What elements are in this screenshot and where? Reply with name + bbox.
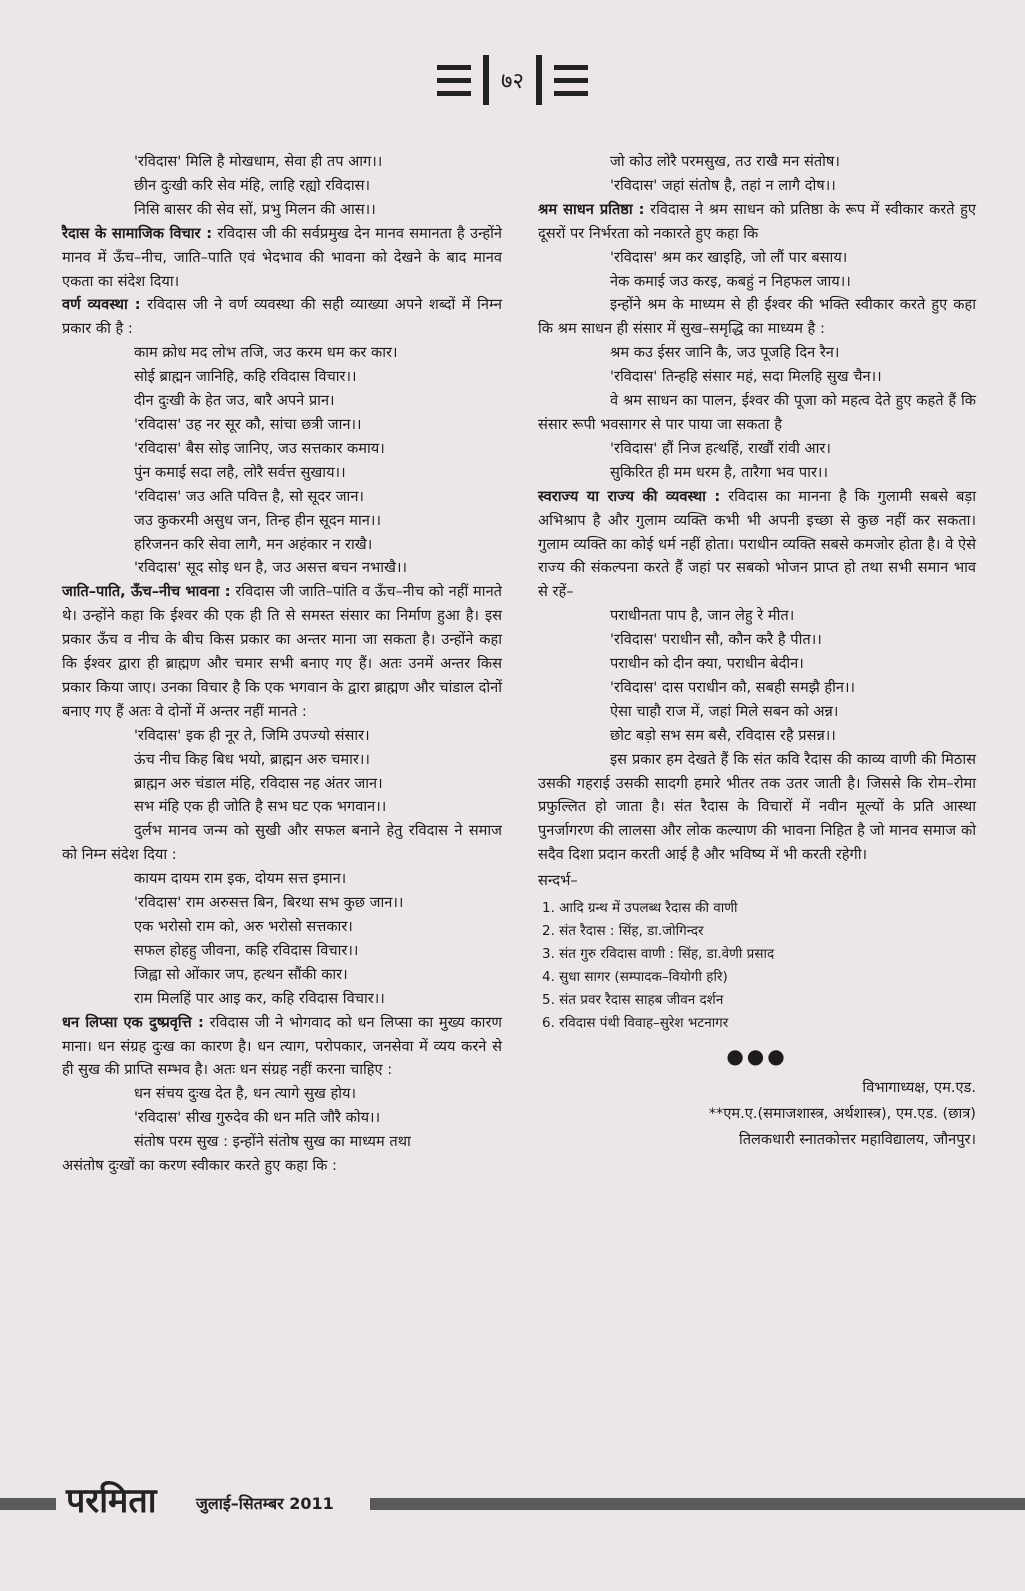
right-ornament — [554, 65, 588, 96]
verse-line: 'रविदास' हौं निज हत्थहिं, राखौं रांवी आर। — [610, 439, 831, 457]
references — [538, 869, 976, 1035]
verse-line: राम मिलहिं पार आइ कर, कहि रविदास विचार।। — [134, 989, 385, 1007]
paragraph — [538, 389, 976, 437]
author-affiliation — [538, 1075, 976, 1153]
verse-line: 'रविदास' तिन्हहि संसार महं, सदा मिलहि सुख चैन।। — [610, 368, 882, 386]
verse-line: नेक कमाई जउ करइ, कबहुं न निहफल जाय।। — [610, 272, 851, 290]
paragraph-text: रविदास जी ने वर्ण व्यवस्था की सही व्याख्या अपने शब्दों में निम्न प्रकार की है : — [62, 296, 502, 338]
verse-line: 'रविदास' श्रम कर खाइहि, जो लौं पार बसाय। — [610, 248, 848, 266]
paragraph — [62, 580, 502, 723]
right-column — [538, 150, 976, 1153]
affiliation-line-3: तिलकधारी स्नातकोत्तर महाविद्यालय, जौनपुर। — [738, 1131, 976, 1148]
section-heading: धन लिप्सा एक दुष्प्रवृत्ति : — [62, 1013, 204, 1031]
verse-line: 'रविदास' बैस सोइ जानिए, जउ सत्तकार कमाय। — [134, 439, 385, 457]
verse-line: एक भरोसो राम को, अरु भरोसो सत्तकार। — [134, 918, 353, 935]
verse-line: निसि बासर की सेव सों, प्रभु मिलन की आस।। — [134, 200, 376, 218]
paragraph-text: इस प्रकार हम देखते हैं कि संत कवि रैदास की काव्य वाणी की मिठास उसकी गहराई उसकी सादगी हमारे भीतर तक उतर जाती है। जिससे कि रोम–रोमा प्रफुल्लित हो जाता है। संत रैदास के विचारों में नवीन मूल्यों के प्रति आस्था पुनर्जागरण की लालसा और लोक कल्याण की भावना निहित है जो मानव समाज को सदैव दिशा प्रदान करती आई है और भविष्य में भी करती रहेगी। — [538, 750, 976, 864]
paragraph — [62, 1154, 502, 1178]
paragraph — [62, 819, 502, 867]
verse-line: 'रविदास' उह नर सूर कौ, सांचा छत्री जान।। — [134, 415, 362, 433]
verse-line: छोट बड़ो सभ सम बसै, रविदास रहै प्रसन्न।। — [610, 726, 836, 744]
reference-item: 3. संत गुरु रविदास वाणी : सिंह, डा.वेणी प्रसाद — [542, 946, 775, 963]
reference-item: 5. संत प्रवर रैदास साहब जीवन दर्शन — [542, 992, 724, 1009]
page-number: ७२ — [501, 69, 524, 94]
paragraph-text: असंतोष दुःखों का करण स्वीकार करते हुए कहा कि : — [62, 1157, 337, 1175]
verse-line: पराधीन को दीन क्या, पराधीन बेदीन। — [610, 655, 804, 673]
paragraph — [538, 198, 976, 246]
verse-line: 'रविदास' जउ अति पवित्त है, सो सूदर जान। — [134, 487, 364, 505]
verse-line: दीन दुःखी के हेत जउ, बारै अपने प्रान। — [134, 392, 335, 410]
verse-line: 'रविदास' पराधीन सौ, कौन करै है पीत।। — [610, 631, 822, 649]
paragraph-text: इन्होंने श्रम के माध्यम से ही ईश्वर की भक्ति स्वीकार करते हुए कहा कि श्रम साधन ही संसार में सुख–समृद्धि का माध्यम है : — [538, 296, 976, 338]
verse-line: ऊंच नीच किह बिध भयो, ब्राह्मन अरु चमार।। — [134, 750, 370, 768]
issue-date: जुलाई–सितम्बर 2011 — [196, 1494, 334, 1513]
verse-line: जिह्वा सो ओंकार जप, हत्थन सौंकी कार। — [134, 965, 348, 983]
verse-line: सफल होहहु जीवना, कहि रविदास विचार।। — [134, 941, 359, 959]
paragraph — [62, 1011, 502, 1083]
reference-item: 6. रविदास पंथी विवाह–सुरेश भटनागर — [542, 1015, 729, 1032]
verse-line: जउ कुकरमी असुध जन, तिन्ह हीन सूदन मान।। — [134, 511, 381, 529]
section-heading: जाति–पाति, ऊँच–नीच भावना : — [62, 583, 231, 601]
verse-line: सभ मंहि एक ही जोति है सभ घट एक भगवान।। — [134, 798, 387, 816]
verse-line: पराधीनता पाप है, जान लेहु रे मीत। — [610, 607, 795, 625]
paragraph-text: वे श्रम साधन का पालन, ईश्वर की पूजा को महत्व देते हुए कहते हैं कि संसार रूपी भवसागर से पार पाया जा सकता है — [538, 392, 976, 433]
verse-line: सोई ब्राह्मन जानिहि, कहि रविदास विचार।। — [134, 368, 357, 386]
paragraph-text: रविदास ने श्रम साधन को प्रतिष्ठा के रूप में स्वीकार करते हुए दूसरों पर निर्भरता को नकारते हुए कहा कि — [538, 200, 976, 242]
paragraph-text: रविदास जी की सर्वप्रमुख देन मानव समानता है उन्होंने मानव में ऊँच–नीच, जाति–पाति एवं भेदभाव की भावना को देखने के बाद मानव एकता का संदेश दिया। — [62, 224, 502, 290]
section-heading: श्रम साधन प्रतिष्ठा : — [538, 200, 645, 218]
left-ornament — [437, 65, 471, 96]
section-heading: वर्ण व्यवस्था : — [62, 296, 141, 314]
paragraph-text: रविदास का मानना है कि गुलामी सबसे बड़ा अभिश्राप है और गुलाम व्यक्ति कभी भी अपनी इच्छा से कुछ नहीं कर सकता। गुलाम व्यक्ति का कोई धर्म नहीं होता। पराधीन व्यक्ति सबसे कमजोर होता है। वे ऐसे राज्य की संकल्पना करते हैं जहां पर सबको भोजन प्राप्त हो तथा सभी समान भाव से रहें– — [538, 487, 976, 601]
page-number-header — [0, 50, 1025, 110]
verse-line: ब्राह्मन अरु चंडाल मंहि, रविदास नह अंतर जान। — [134, 774, 383, 792]
verse-line: ऐसा चाहौ राज में, जहां मिले सबन को अन्न। — [610, 702, 839, 720]
verse-line: 'रविदास' दास पराधीन कौ, सबही समझै हीन।। — [610, 678, 856, 696]
verse-line: जो कोउ लोरै परमसुख, तउ राखै मन संतोष। — [610, 153, 840, 170]
paragraph — [62, 293, 502, 341]
reference-item: 4. सुधा सागर (सम्पादक–वियोगी हरि) — [542, 969, 728, 986]
magazine-name: परमिता — [66, 1481, 157, 1521]
verse-line: 'रविदास' जहां संतोष है, तहां न लागै दोष।। — [610, 176, 836, 194]
verse-line: कायम दायम राम इक, दोयम सत्त इमान। — [134, 870, 347, 888]
paragraph — [538, 485, 976, 605]
verse-line: सुकिरित ही मम धरम है, तारैगा भव पार।। — [610, 463, 828, 481]
references-list — [538, 897, 976, 1035]
section-heading: स्वराज्य या राज्य की व्यवस्था : — [538, 487, 721, 505]
separator: ●●● — [726, 1044, 788, 1069]
affiliation-line-1: विभागाध्यक्ष, एम.एड. — [862, 1079, 976, 1096]
footer — [0, 1476, 1025, 1536]
paragraph-text: रविदास जी ने भोगवाद को धन लिप्सा का मुख्य कारण माना। धन संग्रह दुःख का कारण है। धन त्याग, परोपकार, जनसेवा में व्यय करने से ही सुख की प्राप्ति सम्भव है। अतः धन संग्रह नहीं करना चाहिए : — [62, 1013, 502, 1079]
verse-line: 'रविदास' सूद सोइ धन है, जउ असत्त बचन नभाखै।। — [134, 559, 408, 577]
reference-item: 1. आदि ग्रन्थ में उपलब्ध रैदास की वाणी — [542, 900, 738, 917]
paragraph-text: दुर्लभ मानव जन्म को सुखी और सफल बनाने हेतु रविदास ने समाज को निम्न संदेश दिया : — [62, 822, 502, 864]
right-column-body — [538, 150, 976, 867]
verse-line: पुंन कमाई सदा लहै, लोरै सर्वत्त सुखाय।। — [134, 463, 346, 481]
verse-line: 'रविदास' सीख गुरुदेव की धन मति जौरै कोय।। — [134, 1109, 381, 1127]
reference-item: 2. संत रैदास : सिंह, डा.जोगिन्दर — [542, 923, 704, 940]
verse-line: धन संचय दुःख देत है, धन त्यागे सुख होय। — [134, 1085, 356, 1103]
section-heading: रैदास के सामाजिक विचार : — [62, 224, 213, 242]
paragraph — [62, 222, 502, 294]
verse-line: 'रविदास' राम अरुसत्त बिन, बिरथा सभ कुछ जान।। — [134, 894, 404, 912]
verse-line: काम क्रोध मद लोभ तजि, जउ करम धम कर कार। — [134, 344, 398, 362]
paragraph-text: रविदास जी जाति–पांति व ऊँच–नीच को नहीं मानते थे। उन्होंने कहा कि ईश्वर की एक ही ति से समस्त संसार का निर्माण हुआ है। इस प्रकार ऊँच व नीच के बीच किस प्रकार का अन्तर माना जा सकता है। उन्होंने कहा कि ईश्वर द्वारा ही ब्राह्मण और चमार सभी बनाए गए हैं। अतः उनमें अन्तर किस प्रकार किया जाए। उनका विचार है कि एक भगवान के द्वारा ब्राह्मण और चांडाल दोनों बनाए गए हैं अतः वे दोनों में अन्तर नहीं मानते : — [62, 583, 502, 720]
paragraph — [538, 293, 976, 341]
verse-line: श्रम कउ ईसर जानि कै, जउ पूजहि दिन रैन। — [610, 344, 840, 362]
references-title: सन्दर्भ– — [538, 872, 578, 890]
verse-line: 'रविदास' इक ही नूर ते, जिमि उपज्यो संसार। — [134, 726, 370, 744]
verse-line: छीन दुःखी करि सेव मंहि, लाहि रह्यो रविदास। — [134, 176, 371, 194]
paragraph — [538, 748, 976, 868]
left-column — [62, 150, 502, 1178]
verse-line: हरिजनन करि सेवा लागै, मन अहंकार न राखै। — [134, 535, 373, 553]
affiliation-line-2: **एम.ए.(समाजशास्त्र, अर्थशास्त्र), एम.एड. (छात्र) — [708, 1105, 976, 1122]
verse-line: संतोष परम सुख : इन्होंने संतोष सुख का माध्यम तथा — [134, 1133, 411, 1151]
verse-line: 'रविदास' मिलि है मोखधाम, सेवा ही तप आग।। — [134, 153, 383, 170]
